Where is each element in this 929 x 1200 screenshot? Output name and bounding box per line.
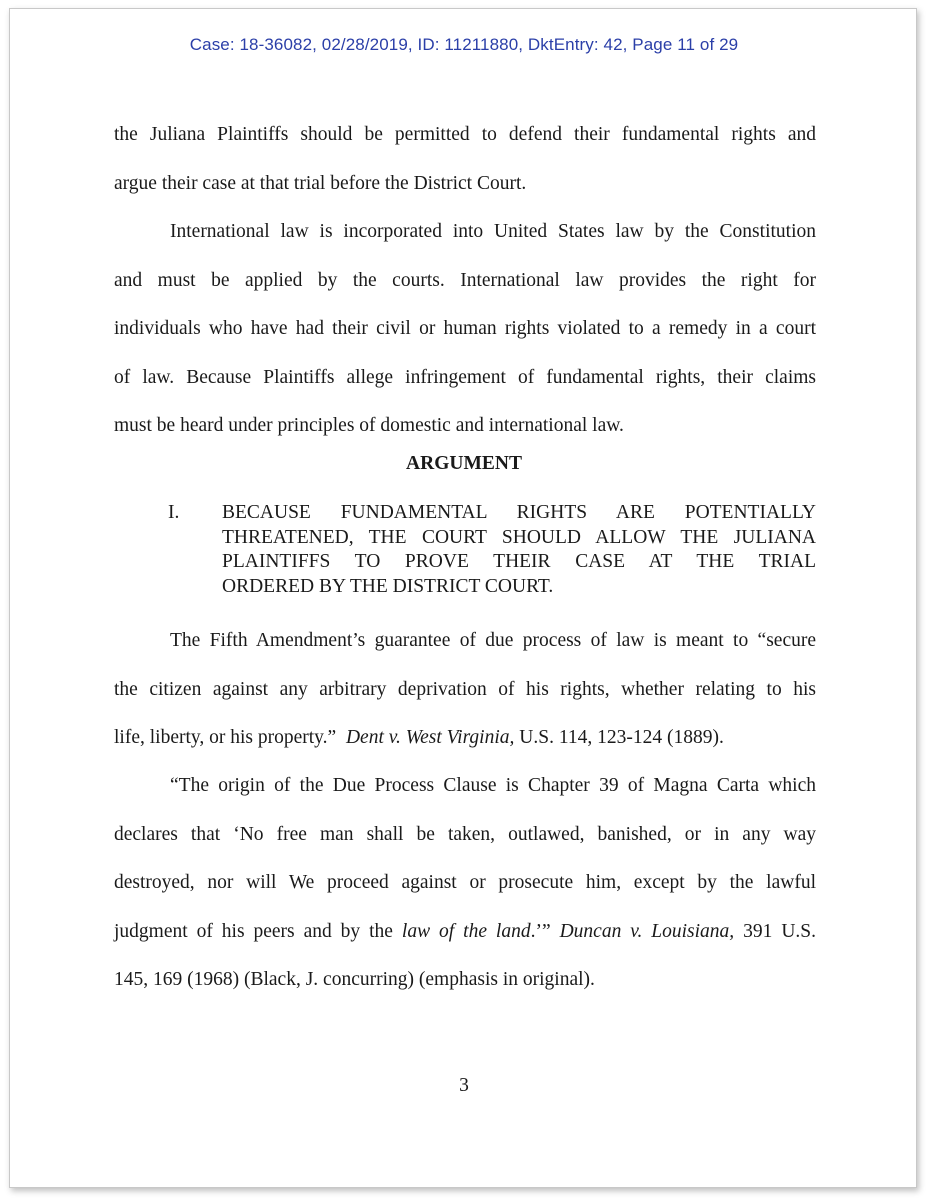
paragraph-continuation <box>114 111 816 208</box>
text-line: The Fifth Amendment’s guarantee of due process of law is meant to “secure <box>170 630 816 651</box>
section-heading-i <box>168 501 816 599</box>
paragraph-international-law <box>114 208 816 451</box>
text-line: individuals who have had their civil or human rights violated to a remedy in a court <box>114 318 816 339</box>
text-line: argue their case at that trial before the District Court. <box>114 172 527 194</box>
page-number: 3 <box>459 1075 469 1096</box>
text-line: declares that ‘No free man shall be taken, outlawed, banished, or in any way <box>114 823 816 845</box>
heading-line: BECAUSE FUNDAMENTAL RIGHTS ARE POTENTIALLY <box>222 502 816 523</box>
heading-line: ORDERED BY THE DISTRICT COURT. <box>222 575 554 597</box>
citation-reference: U.S. 114, 123-124 (1889). <box>519 727 724 748</box>
text-line: of law. Because Plaintiffs allege infringement of fundamental rights, their claims <box>114 366 816 388</box>
case-header: Case: 18-36082, 02/28/2019, ID: 11211880, DktEntry: 42, Page 11 of 29 <box>189 35 739 54</box>
text-line: destroyed, nor will We proceed against or prosecute him, except by the lawful <box>114 872 816 893</box>
text-line: and must be applied by the courts. International law provides the right for <box>114 269 816 291</box>
text-line: 145, 169 (1968) (Black, J. concurring) (emphasis in original). <box>114 969 595 990</box>
text-line: must be heard under principles of domestic and international law. <box>114 415 624 436</box>
paragraph-magna-carta <box>114 762 816 1005</box>
text-line: the Juliana Plaintiffs should be permitted to defend their fundamental rights and <box>114 124 816 145</box>
text-line <box>114 908 816 957</box>
citation-reference: 391 U.S. <box>743 920 817 942</box>
document-page <box>9 8 917 1188</box>
argument-heading: ARGUMENT <box>406 453 522 474</box>
text-line <box>114 714 816 763</box>
emphasis: law of the land <box>401 920 531 942</box>
case-citation: Duncan v. Louisiana, <box>559 920 735 942</box>
text-span: .’” <box>530 920 551 942</box>
heading-line: PLAINTIFFS TO PROVE THEIR CASE AT THE TRIAL <box>222 551 816 572</box>
text-span: judgment of his peers and by the <box>114 920 393 942</box>
text-span: life, liberty, or his property.” <box>114 727 337 748</box>
heading-line: THREATENED, THE COURT SHOULD ALLOW THE JULIANA <box>222 526 816 548</box>
case-citation: Dent v. West Virginia, <box>345 727 515 748</box>
text-line: “The origin of the Due Process Clause is Chapter 39 of Magna Carta which <box>170 775 816 796</box>
section-number: I. <box>168 502 180 523</box>
text-line: the citizen against any arbitrary deprivation of his rights, whether relating to his <box>114 678 816 700</box>
text-line: International law is incorporated into United States law by the Constitution <box>170 221 816 242</box>
paragraph-fifth-amendment <box>114 617 816 763</box>
